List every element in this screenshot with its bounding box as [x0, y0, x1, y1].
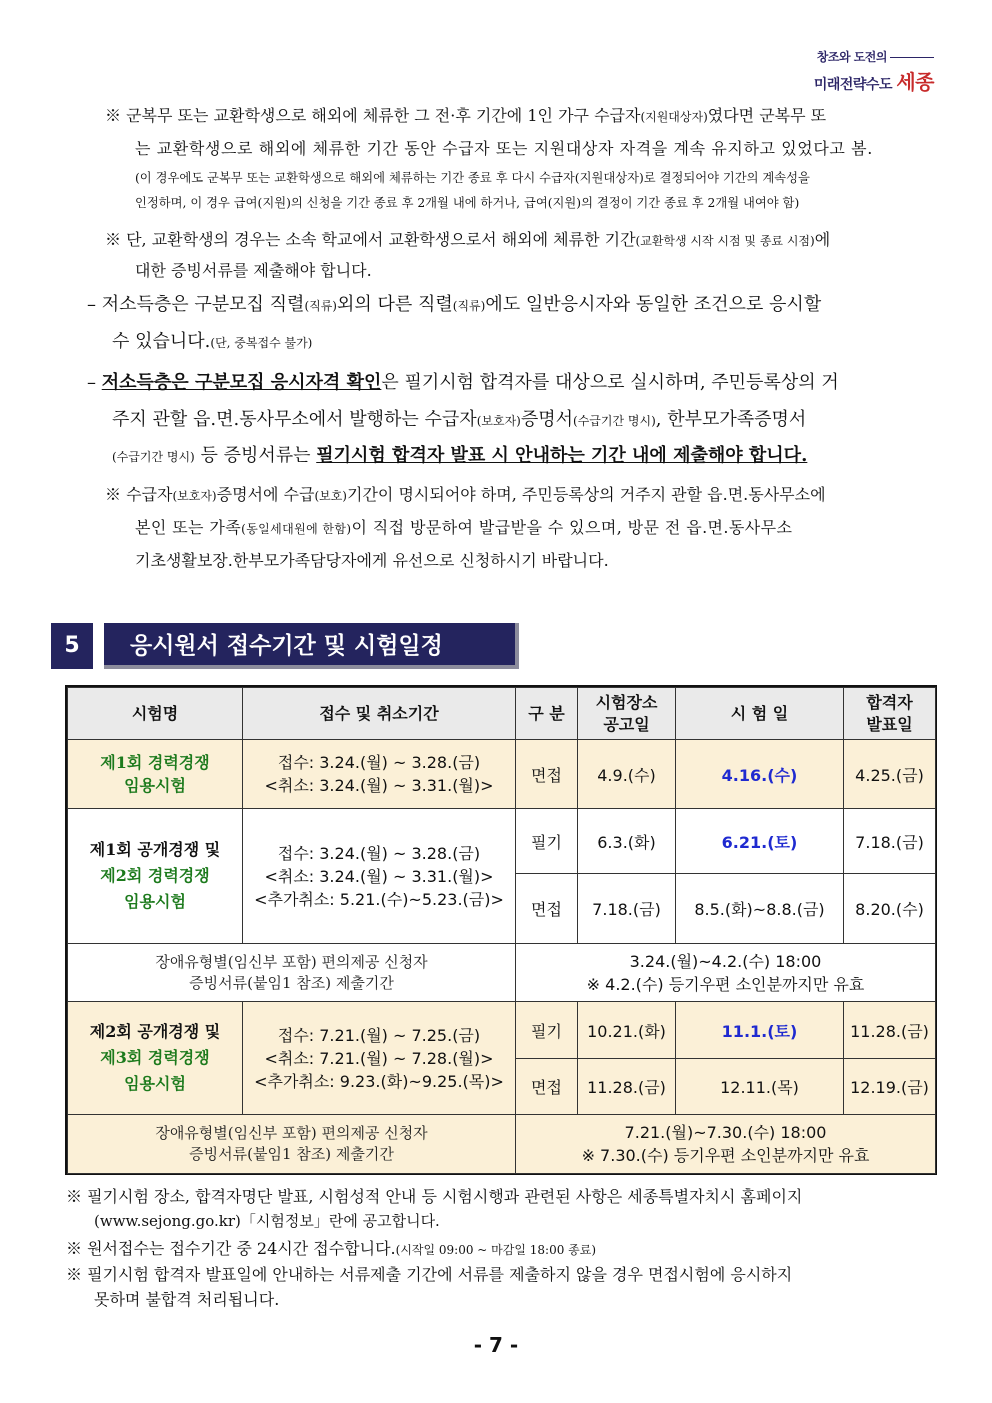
header-venue: 시험장소 공고일 [578, 688, 676, 740]
table-header-row [68, 688, 936, 740]
logo-slogan: 창조와 도전의 [814, 48, 934, 65]
exam-name: 제2회 공개경쟁 및 제3회 경력경쟁 임용시험 [68, 1002, 243, 1115]
note-certificate-line3: 기초생활보장.한부모가족담당자에게 유선으로 신청하시기 바랍니다. [135, 551, 609, 570]
result-date: 8.20.(수) [844, 874, 936, 944]
exam-type: 면접 [516, 740, 578, 809]
exam-name: 제1회 공개경쟁 및 제2회 경력경쟁 임용시험 [68, 809, 243, 944]
footnote-documents-line2: 못하며 불합격 처리됩니다. [94, 1290, 280, 1309]
accommodation-label: 장애유형별(임신부 포함) 편의제공 신청자 증빙서류(붙임1 참조) 제출기간 [68, 944, 516, 1002]
table-row [68, 1002, 936, 1059]
logo-city: 미래전략수도 세종 [813, 70, 934, 94]
note-military-line3: (이 경우에도 군복무 또는 교환학생으로 해외에 체류하는 기간 종료 후 다시 수급자(지원대상자)로 결정되어야 기간의 계속성을 [135, 171, 810, 185]
result-date: 7.18.(금) [844, 809, 936, 874]
exam-name: 제1회 경력경쟁 임용시험 [68, 740, 243, 809]
exam-date: 6.21.(토) [676, 809, 844, 874]
header-result: 합격자 발표일 [844, 688, 936, 740]
sejong-logo [814, 48, 934, 95]
table-row [68, 740, 936, 809]
footnote-documents-line1: ※ 필기시험 합격자 발표일에 안내하는 서류제출 기간에 서류를 제출하지 않을 경우 면접시험에 응시하지 [66, 1265, 793, 1284]
table-row [68, 809, 936, 874]
header-period: 접수 및 취소기간 [243, 688, 516, 740]
venue-date: 11.28.(금) [578, 1059, 676, 1115]
lowincome-verify-line3: (수급기간 명시) 등 증빙서류는 필기시험 합격자 발표 시 안내하는 기간 내에 제출해야 합니다. [112, 445, 808, 466]
application-period: 접수: 3.24.(월) ~ 3.28.(금) <취소: 3.24.(월) ~ 3.31.(월)> <추가취소: 5.21.(수)~5.23.(금)> [243, 809, 516, 944]
note-military-line4: 인정하며, 이 경우 급여(지원)의 신청을 기간 종료 후 2개월 내에 하거나, 급여(지원)의 결정이 기간 종료 후 2개월 내여야 함) [135, 196, 800, 210]
venue-date: 6.3.(화) [578, 809, 676, 874]
section-title: 응시원서 접수기간 및 시험일정 [104, 623, 519, 669]
accommodation-period: 3.24.(월)~4.2.(수) 18:00 ※ 4.2.(수) 등기우편 소인분까지만 유효 [516, 944, 936, 1002]
exam-date: 8.5.(화)~8.8.(금) [676, 874, 844, 944]
lowincome-verify-line2: 주지 관할 읍.면.동사무소에서 발행하는 수급자(보호자)증명서(수급기간 명시), 한부모가족증명서 [112, 409, 807, 430]
header-exam: 시험명 [68, 688, 243, 740]
application-period: 접수: 3.24.(월) ~ 3.28.(금) <취소: 3.24.(월) ~ 3.31.(월)> [243, 740, 516, 809]
note-exchange-line2: 대한 증빙서류를 제출해야 합니다. [135, 261, 372, 280]
schedule-table [65, 685, 937, 1175]
table-row [68, 944, 936, 1002]
lowincome-verify-line1: – 저소득층은 구분모집 응시자격 확인은 필기시험 합격자를 대상으로 실시하며, 주민등록상의 거 [87, 372, 839, 393]
note-exchange-line1: ※ 단, 교환학생의 경우는 소속 학교에서 교환학생으로서 해외에 체류한 기간(교환학생 시작 시점 및 종료 시점)에 [105, 230, 831, 249]
footnote-announcement-line1: ※ 필기시험 장소, 합격자명단 발표, 시험성적 안내 등 시험시행과 관련된 사항은 세종특별자치시 홈페이지 [66, 1187, 803, 1206]
accommodation-label: 장애유형별(임신부 포함) 편의제공 신청자 증빙서류(붙임1 참조) 제출기간 [68, 1115, 516, 1174]
result-date: 11.28.(금) [844, 1002, 936, 1059]
note-certificate-line2: 본인 또는 가족(동일세대원에 한함)이 직접 방문하여 발급받을 수 있으며, 방문 전 읍.면.동사무소 [135, 518, 793, 537]
exam-date: 12.11.(목) [676, 1059, 844, 1115]
exam-type: 면접 [516, 1059, 578, 1115]
result-date: 12.19.(금) [844, 1059, 936, 1115]
footnote-24h: ※ 원서접수는 접수기간 중 24시간 접수합니다.(시작일 09:00 ~ 마감일 18:00 종료) [66, 1239, 597, 1258]
exam-date: 4.16.(수) [676, 740, 844, 809]
table-row [68, 1115, 936, 1174]
lowincome-apply-line1: – 저소득층은 구분모집 직렬(직류)외의 다른 직렬(직류)에도 일반응시자와 동일한 조건으로 응시할 [87, 294, 822, 315]
note-certificate-line1: ※ 수급자(보호자)증명서에 수급(보호)기간이 명시되어야 하며, 주민등록상의 거주지 관할 읍.면.동사무소에 [105, 485, 826, 504]
exam-type: 면접 [516, 874, 578, 944]
note-military-line2: 는 교환학생으로 해외에 체류한 기간 동안 수급자 또는 지원대상자 자격을 계속 유지하고 있었다고 봄. [135, 139, 873, 158]
exam-type: 필기 [516, 1002, 578, 1059]
venue-date: 7.18.(금) [578, 874, 676, 944]
page-number: - 7 - [473, 1333, 519, 1357]
accommodation-period: 7.21.(월)~7.30.(수) 18:00 ※ 7.30.(수) 등기우편 소인분까지만 유효 [516, 1115, 936, 1174]
lowincome-apply-line2: 수 있습니다.(단, 중복접수 불가) [112, 331, 313, 352]
section-number: 5 [51, 623, 93, 669]
application-period: 접수: 7.21.(월) ~ 7.25.(금) <취소: 7.21.(월) ~ 7.28.(월)> <추가취소: 9.23.(화)~9.25.(목)> [243, 1002, 516, 1115]
exam-date: 11.1.(토) [676, 1002, 844, 1059]
header-date: 시 험 일 [676, 688, 844, 740]
note-military-line1: ※ 군복무 또는 교환학생으로 해외에 체류한 그 전·후 기간에 1인 가구 수급자(지원대상자)였다면 군복무 또 [105, 106, 827, 125]
exam-type: 필기 [516, 809, 578, 874]
venue-date: 10.21.(화) [578, 1002, 676, 1059]
header-type: 구 분 [516, 688, 578, 740]
footnote-announcement-line2: (www.sejong.go.kr)「시험정보」란에 공고합니다. [94, 1212, 440, 1230]
result-date: 4.25.(금) [844, 740, 936, 809]
venue-date: 4.9.(수) [578, 740, 676, 809]
